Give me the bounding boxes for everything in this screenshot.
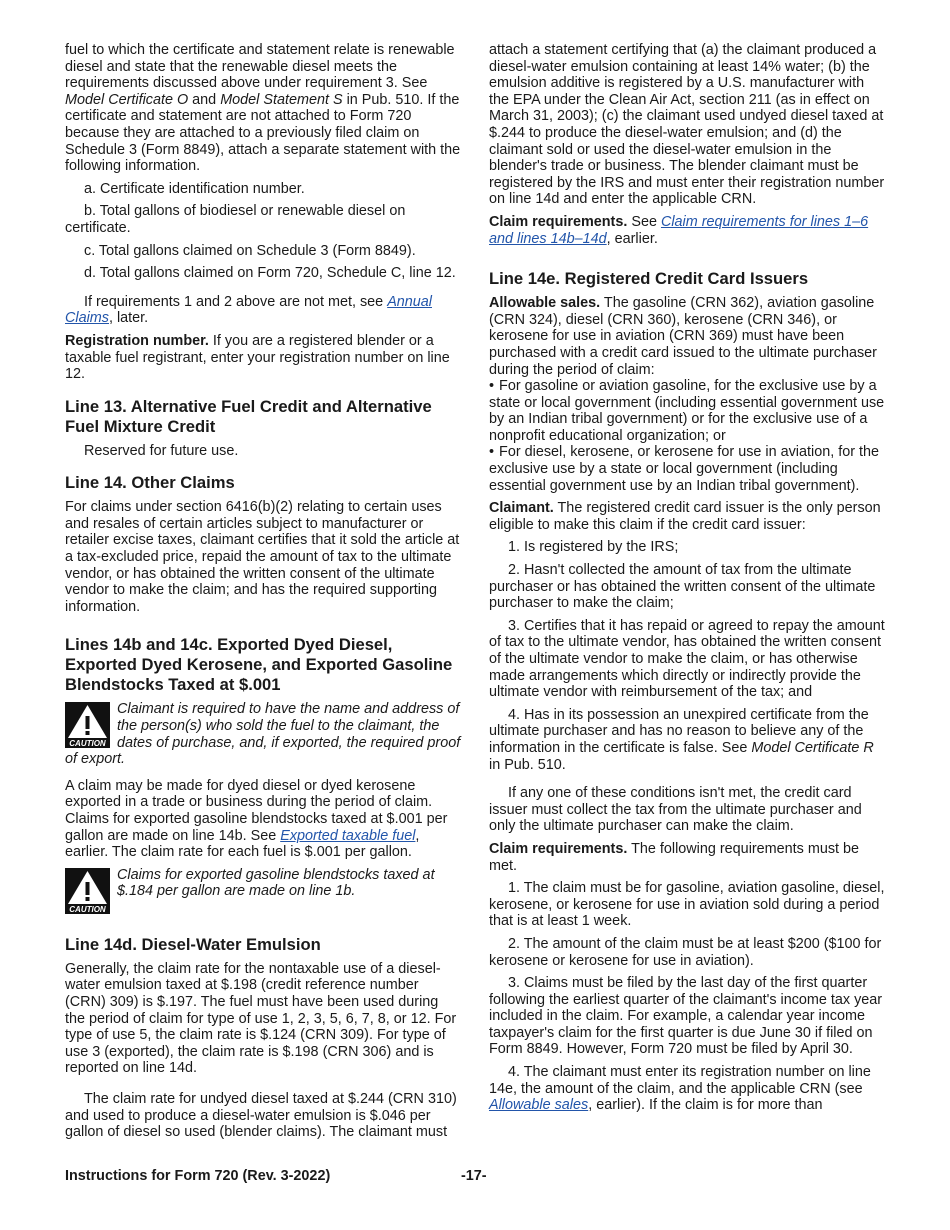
heading-line-14e: Line 14e. Registered Credit Card Issuers [489, 269, 809, 289]
line-14-text: For claims under section 6416(b)(2) relating to certain uses and resales of certain articles subject to manufacturer or retailer excise taxes, claimant certifies that it sold the article at a tax-excluded price, repaid the amount of tax to the ultimate vendor, or has obtained the written consent of the ultimate vendor to make the claim; and has the required supporting information. [65, 499, 460, 615]
bullet-item: • For diesel, kerosene, or kerosene for use in aviation, for the exclusive use by a state or local government (including essential government use by an Indian tribal government). [489, 444, 885, 494]
heading-lines-14b-14c: Lines 14b and 14c. Exported Dyed Diesel, Exported Dyed Kerosene, and Exported Gasoline Blendstocks Taxed at $.001 [65, 635, 453, 695]
caution-icon [65, 702, 110, 748]
caution-label: CAUTION [69, 739, 106, 749]
left-column [65, 42, 461, 1147]
line-13-text: Reserved for future use. [84, 442, 239, 459]
requirement-item: 2. The amount of the claim must be at least $200 ($100 for kerosene or kerosene for use in aviation). [489, 935, 882, 969]
info-item: d. Total gallons claimed on Form 720, Schedule C, line 12. [84, 265, 456, 282]
requirement-item: 1. The claim must be for gasoline, aviation gasoline, diesel, kerosene, or kerosene for use in aviation sold during a period that is at least 1 week. [489, 880, 885, 930]
heading-line-14d: Line 14d. Diesel-Water Emulsion [65, 934, 321, 954]
statement-paragraph: attach a statement certifying that (a) the claimant produced a diesel-water emulsion containing at least 14% water; (b) the emulsion additive is registered by a U.S. manufacturer with the EPA under the Clean Air Act, section 211 (as in effect on March 31, 2003); (c) the claimant used undyed diesel taxed at $.244 to produce the diesel-water emulsion; and (d) the claimant sold or used the diesel-water emulsion in the blender's trade or business. The blender claimant must be registered by the IRS and must enter their registration number on line 14d and enter the applicable CRN. [489, 42, 885, 208]
exported-taxable-fuel-link[interactable]: Exported taxable fuel [280, 827, 416, 844]
intro-paragraph: fuel to which the certificate and statement relate is renewable diesel and state that the renewable diesel meets the requirements discussed above under requirement 3. See Model Certificate O and Model Statement S in Pub. 510. If the certificate and statement are not attached to Form 720 because they are attached to a previously filed claim on Schedule 3 (Form 8849), attach a separate statement with the following information. [65, 42, 461, 175]
claim-requirements-link[interactable]: Claim requirements for lines 1–6 and lines 14b–14d [489, 213, 869, 247]
line-14d-text-2: The claim rate for undyed diesel taxed at $.244 (CRN 310) and used to produce a diesel-water emulsion is $.046 per gallon of diesel so used (blender claims). The claimant must [65, 1090, 457, 1141]
right-column [489, 42, 885, 1120]
caution-note: CAUTION Claimant is required to have the name and address of the person(s) who sold the fuel to the claimant, the dates of purchase, and, if exported, the required proof of export. [65, 701, 461, 768]
if-any-paragraph: If any one of these conditions isn't met, the credit card issuer must collect the tax from the ultimate purchaser and only the ultimate purchaser can make the claim. [489, 785, 862, 835]
bullet-item: • For gasoline or aviation gasoline, for the exclusive use by a state or local government (including essential government use by an Indian tribal government) or for the exclusive use of a nonprofit educational organization; or [489, 378, 885, 444]
annual-claims-link[interactable]: Annual Claims [65, 293, 432, 327]
condition-item: 2. Hasn't collected the amount of tax from the ultimate purchaser or has obtained the written consent of the ultimate purchaser to make the claim; [489, 562, 876, 612]
requirement-item: 4. The claimant must enter its registration number on line 14e, the amount of the claim, and the applicable CRN (see Allowable sales, earlier). If the claim is for more than [489, 1064, 871, 1114]
caution-label: CAUTION [69, 904, 106, 914]
claim-requirements-paragraph: Claim requirements. See Claim requirements for lines 1–6 and lines 14b–14d, earlier. [489, 213, 869, 247]
heading-line-13: Line 13. Alternative Fuel Credit and Alternative Fuel Mixture Credit [65, 396, 432, 436]
line-14d-text: Generally, the claim rate for the nontaxable use of a diesel-water emulsion taxed at $.198 (credit reference number (CRN) 309) is $.197. The fuel must have been used during the period of claim for type of use 1, 2, 3, 5, 6, 7, 8, or 12. For type of use 5, the claim rate is $.124 (CRN 309). For type of use 3 (exported), the claim rate is $.198 (CRN 306) and is reported on line 14d. [65, 960, 457, 1077]
condition-item: 3. Certifies that it has repaid or agreed to repay the amount of tax to the ultimate vendor, has obtained the written consent of the ultimate vendor to make the claim, or has otherwise made arrangements which directly or indirectly provide the ultimate vendor with reimbursement of the tax; and [489, 617, 885, 701]
footer-form-title: Instructions for Form 720 (Rev. 3-2022) [65, 1168, 331, 1184]
claim-requirements-2-paragraph: Claim requirements. The following requirements must be met. [489, 840, 860, 874]
info-item: c. Total gallons claimed on Schedule 3 (Form 8849). [84, 242, 416, 259]
info-item: a. Certificate identification number. [84, 180, 305, 197]
claimant-paragraph: Claimant. The registered credit card issuer is the only person eligible to make this claim if the credit card issuer: [489, 500, 881, 533]
allowable-sales-paragraph: Allowable sales. The gasoline (CRN 362), aviation gasoline (CRN 324), diesel (CRN 360), kerosene (CRN 346), or kerosene for use in aviation (CRN 369) must have been purchased with a credit card issued to the ultimate purchaser during the period of claim: [489, 295, 877, 378]
footer-page-number: -17- [461, 1168, 487, 1184]
annual-claims-paragraph: If requirements 1 and 2 above are not met, see Annual Claims, later. [65, 293, 432, 327]
requirement-item: 3. Claims must be filed by the last day of the first quarter following the earliest quarter of the claimant's income tax year included in the claim. For example, a calendar year income taxpayer's claim for the first quarter is due June 30 if filed on Form 8849. However, Form 720 must be filed by April 30. [489, 975, 883, 1058]
caution-note: CAUTION Claims for exported gasoline blendstocks taxed at $.184 per gallon are made on line 1b. [65, 867, 461, 915]
registration-paragraph: Registration number. If you are a registered blender or a taxable fuel registrant, enter your registration number on line 12. [65, 332, 450, 383]
info-item: b. Total gallons of biodiesel or renewable diesel on certificate. [65, 203, 406, 236]
condition-item: 1. Is registered by the IRS; [508, 539, 679, 556]
allowable-sales-link[interactable]: Allowable sales [489, 1097, 589, 1114]
caution-icon [65, 868, 110, 914]
condition-item: 4. Has in its possession an unexpired certificate from the ultimate purchaser and has no reason to believe any of the information in the certificate is false. See Model Certificate R in Pub. 510. [489, 706, 874, 773]
heading-line-14: Line 14. Other Claims [65, 473, 235, 493]
lines-14bc-text: A claim may be made for dyed diesel or dyed kerosene exported in a trade or business during the period of claim. Claims for exported gasoline blendstocks taxed at $.001 per gallon are made on line 14b. See Exported taxable fuel, earlier. The claim rate for each fuel is $.001 per gallon. [65, 777, 448, 861]
